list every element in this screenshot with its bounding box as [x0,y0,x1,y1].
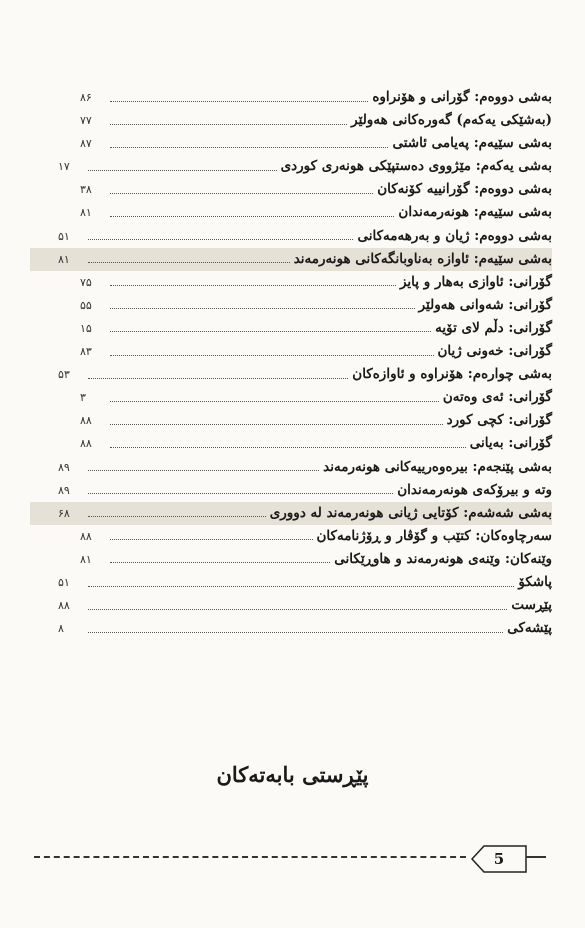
toc-page-number: ۷۷ [80,114,92,128]
toc-row [30,340,552,363]
toc-row [30,155,552,178]
toc-entry-title: گۆرانی: کچی کورد [446,412,552,429]
toc-entry-title: بەشی دووەم: گۆرانی و هۆنراوە [372,89,552,105]
toc-page-number: ۸۹ [58,460,70,474]
toc-leader-dots [110,423,443,425]
toc-page-number: ۶۸ [58,506,70,520]
footer-rule-left [34,856,466,860]
toc-page-number: ۸ [58,622,64,636]
toc-entry-title: پێشەکی [507,620,552,637]
toc-leader-dots [110,400,439,402]
footer-rule-right [526,856,546,860]
page-heading: پێڕستی بابەتەکان [216,762,369,787]
toc-entry-title: بەشی دووەم: گۆرانییە کۆنەکان [377,181,552,198]
toc-leader-dots [110,215,394,217]
toc-leader-dots [88,631,503,633]
toc-row [30,317,552,340]
toc-entry-title: بەشی سێیەم: هونەرمەندان [398,204,552,221]
toc-row [30,271,552,294]
toc-page-number: ۸۸ [58,599,70,613]
toc-entry-title: بەشی سێیەم: پەیامی ئاشتی [392,135,552,152]
toc-leader-dots [110,123,347,125]
toc-entry-title: گۆرانی: بەیانی [469,435,552,452]
toc-entry-title: سەرچاوەکان: کتێب و گۆڤار و ڕۆژنامەکان [316,527,552,544]
toc-leader-dots [88,377,348,379]
toc-leader-dots [110,146,388,148]
toc-row [30,294,552,317]
toc-leader-dots [110,354,434,356]
toc-leader-dots [110,284,396,286]
toc-entry-title: بەشی سێیەم: ئاوازە بەناوبانگەکانی هونەرمەند [293,250,552,267]
toc-row [30,456,552,479]
page-number-box [470,843,520,875]
toc-leader-dots [110,100,368,102]
toc-leader-dots [88,238,353,240]
toc-leader-dots [88,261,290,263]
toc-page-number: ۸۹ [58,483,70,497]
toc-entry-title: گۆرانی: خەونی ژیان [437,343,552,360]
toc-row [30,248,552,271]
toc-leader-dots [88,469,319,471]
toc-entry-title: (بەشێکی یەکەم) گەورەکانی هەولێر [351,112,552,129]
toc-row [30,594,552,617]
toc-leader-dots [110,192,373,194]
toc-entry-title: بەشی پێنجەم: بیرەوەرییەکانی هونەرمەند [323,458,552,475]
toc-leader-dots [88,585,514,587]
toc-entry-title: وتە و بیرۆکەی هونەرمەندان [397,481,552,498]
toc-entry-title: بەشی یەکەم: مێژووی دەستپێکی هونەری کوردی [280,158,552,175]
toc-row [30,386,552,409]
toc-page-number: ۸۷ [80,137,92,151]
toc-leader-dots [110,330,431,332]
toc-entry-title: گۆرانی: دڵم لای تۆیە [435,319,552,336]
toc-page-number: ۵۱ [58,575,70,589]
toc-leader-dots [88,169,277,171]
toc-row [30,86,552,109]
toc-page-number: ۸۱ [80,552,92,566]
toc-page-number: ۸۸ [80,414,92,428]
toc-entry-title: پێڕست [511,597,552,614]
toc-row [30,132,552,155]
toc-entry-title: بەشی چوارەم: هۆنراوە و ئاوازەکان [352,366,552,383]
toc-entry-title: بەشی دووەم: ژیان و بەرهەمەکانی [357,227,552,244]
toc-row [30,479,552,502]
toc-leader-dots [88,515,266,517]
toc-entry-title: گۆرانی: شەوانی هەولێر [418,296,552,313]
toc-row [30,178,552,201]
toc-leader-dots [88,492,393,494]
toc-leader-dots [110,446,466,448]
toc-page-number: ۷۵ [80,275,92,289]
toc-row [30,109,552,132]
toc-page-number: ۱۷ [58,160,70,174]
toc-entry-title: پاشکۆ [518,573,552,590]
toc-row [30,409,552,432]
toc-entry-title: گۆرانی: ئاوازی بەهار و پایز [399,273,552,290]
toc-row [30,363,552,386]
toc-row [30,201,552,224]
toc-row [30,617,552,640]
table-of-contents [30,86,552,640]
toc-page-number: ۳۸ [80,183,92,197]
toc-page-number: ۸۱ [58,252,70,266]
toc-leader-dots [110,561,330,563]
toc-page-number: ۳ [80,391,86,405]
toc-row [30,432,552,455]
toc-entry-title: گۆرانی: ئەی وەتەن [442,389,552,406]
toc-leader-dots [110,538,313,540]
toc-row [30,548,552,571]
toc-row [30,525,552,548]
toc-page-number: ۸۸ [80,437,92,451]
toc-entry-title: بەشی شەشەم: کۆتایی ژیانی هونەرمەند لە دووری [269,504,552,521]
toc-leader-dots [110,307,415,309]
toc-page-number: ۸۸ [80,529,92,543]
toc-page-number: ۸۶ [80,91,92,104]
page-number: 5 [493,850,505,868]
toc-page-number: ۸۳ [80,345,92,359]
toc-page-number: ۵۵ [80,298,92,312]
toc-page-number: ۸۱ [80,206,92,220]
toc-entry-title: وێنەکان: وێنەی هونەرمەند و هاوڕێکانی [334,550,552,567]
toc-row [30,225,552,248]
toc-row [30,571,552,594]
toc-row [30,502,552,525]
toc-page-number: ۱۵ [80,321,92,335]
toc-page-number: ۵۳ [58,368,70,382]
toc-leader-dots [88,608,507,610]
toc-page-number: ۵۱ [58,229,70,243]
